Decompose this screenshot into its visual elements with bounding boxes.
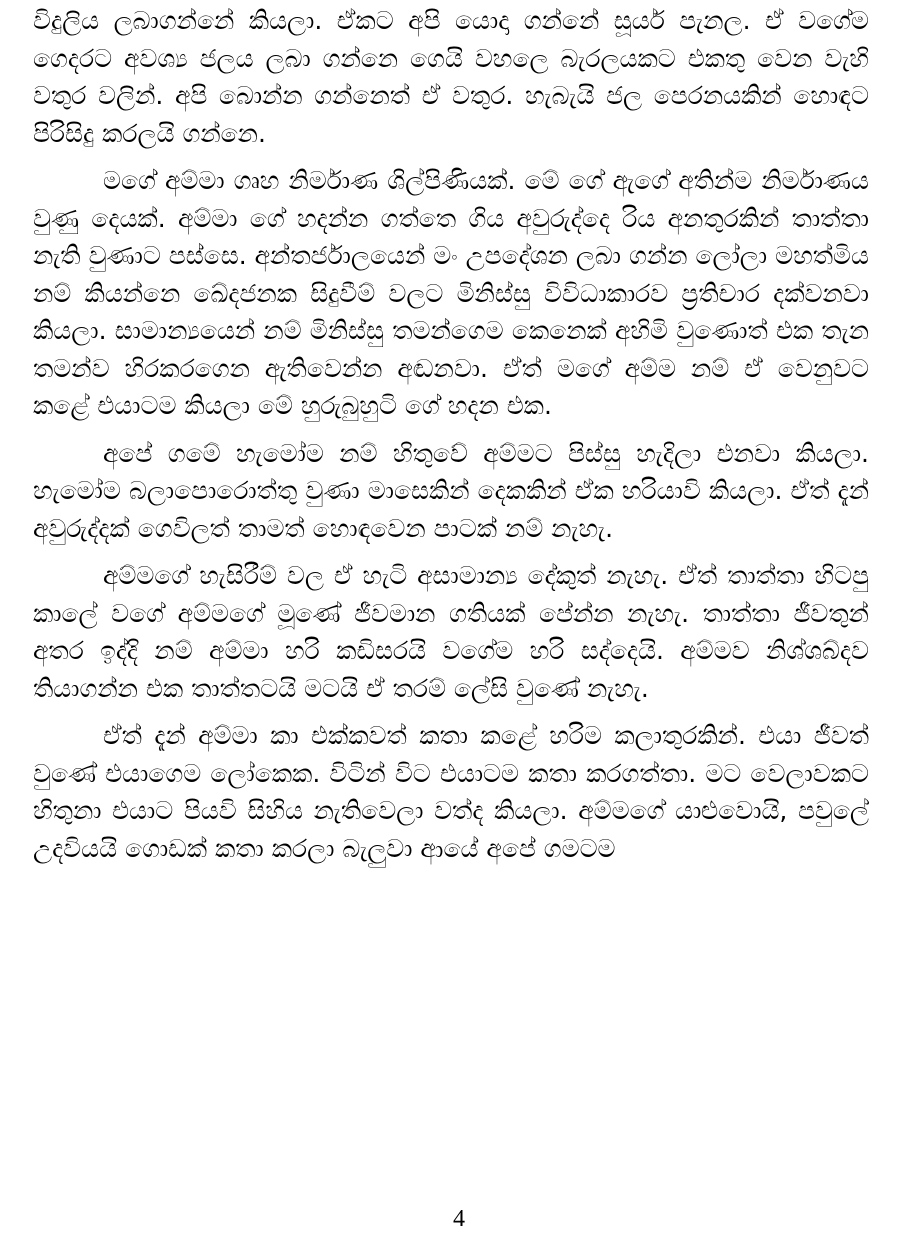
paragraph-3: අපේ ගමේ හැමෝම නම් හිතුවේ අම්මට පිස්සු හැදිලා එනවා කියලා. හැමෝම බලාපොරොත්තු වුණා මාසෙකින් දෙකකින් ඒක හරියාවි කියලා. ඒත් දැන් අවුරුද්දක් ගෙවිලත් තාමත් හොඳවෙන පාටක් නම් නැහැ. bbox=[33, 438, 869, 543]
document-page bbox=[33, 0, 869, 1250]
paragraph-5: ඒත් දැන් අම්මා කා එක්කවත් කතා කළේ හරිම කලාතුරකින්. එයා ජීවත් වුණේ එයාගෙම ලෝකෙක. විටින් විට එයාටම කතා කරගත්තා. මට වෙලාවකට හිතුනා එයාට පියවි සිහිය නැතිවෙලා වත්ද කියලා. අම්මගේ යාළුවොයි, පවුලේ උදවියයි ගොඩක් කතා කරලා බැලුවා ආයේ අපේ ගමටම bbox=[33, 721, 869, 863]
paragraph-2: මගේ අම්මා ගෘහ නිර්මාණ ශිල්පිණියක්. මේ ගේ ඇගේ අතින්ම නිර්මාණය වුණු දෙයක්. අම්මා ගේ හදන්න ගත්තෙ ගිය අවුරුද්දෙ රිය අනතුරකින් තාත්තා නැති වුණාට පස්සෙ. අන්තර්ජාලයෙන් මං උපදේශන ලබා ගන්න ලෝලා මහත්මිය නම් කියන්නෙ ඛේදජනක සිදුවීම් වලට මිනිස්සු විවිධාකාරව ප්‍රතිචාර දක්වනවා කියලා. සාමාන්‍යයෙන් නම් මිනිස්සු තමන්ගෙම කෙනෙක් අහිමි වුණොත් එක තැන තමන්ව හිරකරගෙන ඇතිවෙන්න අඬනවා. ඒත් මගේ අම්ම නම් ඒ වෙනුවට කළේ එයාටම කියලා මේ හුරුබුහුටි ගේ හදන එක. bbox=[33, 166, 869, 420]
page-number: 4 bbox=[453, 1206, 465, 1232]
paragraph-4: අම්මගේ හැසිරීම් වල ඒ හැටි අසාමාන්‍ය දේකුත් නැහැ. ඒත් තාත්තා හිටපු කාලේ වගේ අම්මගේ මූණේ ජීවමාන ගතියක් පේන්න නැහැ. තාත්තා ජීවතුන් අතර ඉද්දි නම් අම්මා හරි කඩිසරයි වගේම හරි සද්දෙයි. අම්මව නිශ්ශබ්දව තියාගන්න එක තාත්තටයි මටයි ඒ තරම් ලේසි වුණේ නැහැ. bbox=[33, 561, 869, 703]
paragraph-1: විදුලිය ලබාගන්නේ කියලා. ඒකට අපි යොදා ගන්නේ සූර්ය පැනල. ඒ වගේම ගෙදරට අවශ්‍ය ජලය ලබා ගන්නෙ ගෙයි වහලෙ බැරලයකට එකතු වෙන වැහි වතුර වලින්. අපි බොන්න ගන්නෙත් ඒ වතුර. හැබැයි ජල පෙරනයකින් හොඳට පිරිසිදු කරලයි ගන්නෙ. bbox=[33, 6, 869, 148]
